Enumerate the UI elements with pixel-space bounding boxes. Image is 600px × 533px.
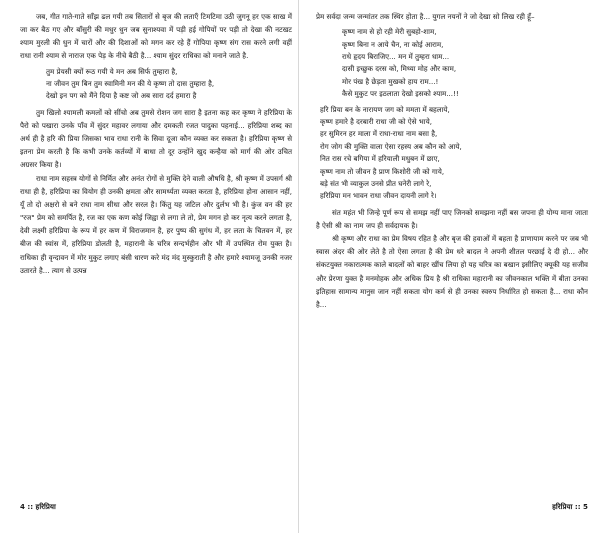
right-verse-2 xyxy=(316,104,588,203)
right-page xyxy=(316,10,588,533)
verse-line: हरिप्रिया मन भावन राधा जीवन दायनी लागे रे। xyxy=(320,191,437,201)
verse-line: कृष्ण नाम से हो रही मेरी सुबहो-शाम, xyxy=(342,27,437,37)
right-paragraph-2: संत महंत भी जिन्हे पूर्ण रूप से समझ नहीं पाए जिनको समझना नहीं बस जपना ही योग्य माना जाता है ऐसी श्री का नाम जप ही सर्वदायक है। xyxy=(316,207,588,230)
verse-line: बड़े संत भी व्याकुल उनसे प्रीत घनेरी लागे रे, xyxy=(320,179,432,189)
verse-line: कृष्ण बिना न आये चैन, ना कोई आराम, xyxy=(342,39,444,49)
left-paragraph-2: तुम खिलो श्यामली कमलों को सींचो अब तुमसे रोशन जग सारा है इतना कह कर कृष्ण ने हरिप्रिया के पैरो को पखारा उनके पाँव में सुंदर महावर लगाया और दमकती रजत पादुका पहनाई... हरिप्रिया शब्द का अर्थ ही है हरि की प्रिया जिसका भाव राधा रानी के सिवा दूजा कौन व्यक्त कर सकता है। हरिप्रिया कृष्ण से इतना प्रेम करती है कि कभी उनके कर्तव्यों में बाधा तो दूर उन्होंने खुद कन्हैया को मार्ग की ओर उचित अग्रसर किया है। xyxy=(20,107,292,170)
verse-line: कृष्ण नाम तो जीवन है प्राण किशोरी जी को गाये, xyxy=(320,166,445,176)
verse-line: राधे हृदय बिराजिए... मन में तुम्हरा धाम... xyxy=(342,51,450,61)
verse-line: देखो इन पग को मैंने दिया है कष्ट जो अब सारा दर्द हमारा है xyxy=(46,91,197,101)
verse-line: रोग जोग की मुक्ति वाला ऐसा रहस्य अब कौन को आये, xyxy=(320,141,462,151)
left-page xyxy=(20,10,292,533)
verse-line: दासी इच्छुक दरस को, मिथ्या मोह और काम, xyxy=(342,64,457,74)
book-spine xyxy=(298,0,299,533)
verse-line: हर सुमिरन हर माला में राधा-राधा नाम बसा है, xyxy=(320,129,438,139)
verse-line: कैसे मुकुट पर इठलाता देखो इसको श्याम...!! xyxy=(342,89,459,99)
right-verse-1 xyxy=(316,26,588,100)
left-paragraph-3: राधा नाम सहस्त्र योगों से निर्मित और अनंत रोगों से मुक्ति देने वाली औषधि है, श्री कृष्ण में उपसर्ग श्री राधा ही है, हरिप्रिया का वियोग ही उनकी क्षमता और सामर्थ्यता व्यक्त करता है, हरिप्रिया होना आसान नहीं, यूँ तो दो अक्षरो से बने राधा नाम सीधा और सरल है। किंतु यह जटिल और दुर्लभ भी है। कुंज वन की हर "रज" प्रेम को समर्पित है, रज का एक कण कोई जिह्वा से लगा ले तो, प्रेम मगन हो कर नृत्य करने लगता है, देवी लक्ष्मी हरिप्रिया के रूप में हर कण में विराजमान है, हर पुष्प की सुगंध में, हर लता के चितवन में, हर बीज की स्वांस में, हरिप्रिया डोलती है, महारानी के चरित्र सन्दर्भहीन और भी में उपस्थित रोम युक्त है। राधिका ही वृन्दावन में मोर मुकुट लगाए बंसी धारण करे मंद मंद मुस्कुराती है और हमारे श्यामजू उनकी नजर उतारते है... त्याग से उत्पन्न xyxy=(20,173,292,275)
left-paragraph-1: जब, गीत गाते-गाते साँझ ढल गयी तब सितारों से बृज की लताएँ टिमटिमा उठी जुगनू हर एक साख में जा कर बैठ गए और बाँसुरी की मधुर धुन जब सुनाश्यवा में पड़ी हई गोपियों पर पड़ी तो देखा की नटखट श्याम मुरली की धुन में चारों और की दिशाओं को मगन कर रहे हैं गोपिया कृष्ण संग रास करने लगी वहीं राधा रानी श्याम से नाराज एक पेड़ के नीचे बैठी है... श्याम सुंदर राधिका को मनाने जाते है. xyxy=(20,12,292,61)
verse-line: तुम प्रेयसी क्यों रूठ गयी ये मन अब सिर्फ तुम्हारा है, xyxy=(46,66,178,76)
right-page-footer: हरिप्रिया :: 5 xyxy=(552,502,588,511)
verse-line: कृष्ण हमारे है दरबारी राधा जी को ऐसे भाये, xyxy=(320,117,432,126)
verse-line: नित रास रचे बगिया में हरियाली मधुबन में छाए, xyxy=(320,154,440,164)
verse-line: मोर पंख है छेड़ता मुखको हाय राम...! xyxy=(342,76,439,86)
verse-line: ना जीवन तुम बिन तुम स्वामिनी मन की ये कृष्ण तो दास तुम्हारा है, xyxy=(46,79,215,89)
left-page-footer: 4 :: हरिप्रिया xyxy=(20,502,56,511)
left-verse xyxy=(20,66,292,103)
right-paragraph-1: प्रेम सर्वदा जन्म जन्मांतर तक स्थिर होता है... युगल नयनों ने जो देखा सो लिख रही हूँ– xyxy=(316,12,535,21)
verse-line: हरि प्रिया बन के नारायण जग को ममता में बहलाये, xyxy=(320,104,450,114)
right-paragraph-3: श्री कृष्ण और राधा का प्रेम विषय रहित है और बृज की हवाओं में बहता है प्राणायाम करने पर जब भी स्वास अंदर की ओर लेते है तो ऐसा लगता है की प्रेम धरे बादल ने अपनी शीतल परछाई दे दी हो... और संकटयुक्त नकारात्मक काले बादलों को बाहर खींच लिया हो यह चरित्र का बखान इसीलिए क्यूकी यह सजीव और प्रेरणा युक्त है मनमोहक और अधिक प्रिय है श्री राधिका महारानी का जीवनकाल भक्ति में बीता उनका इतिहास सामान्य मानुस जान नहीं सकता योग कर्म से ही उनका स्वरुप निर्धारित हो सकता है... राधा कौन है... xyxy=(316,234,588,309)
